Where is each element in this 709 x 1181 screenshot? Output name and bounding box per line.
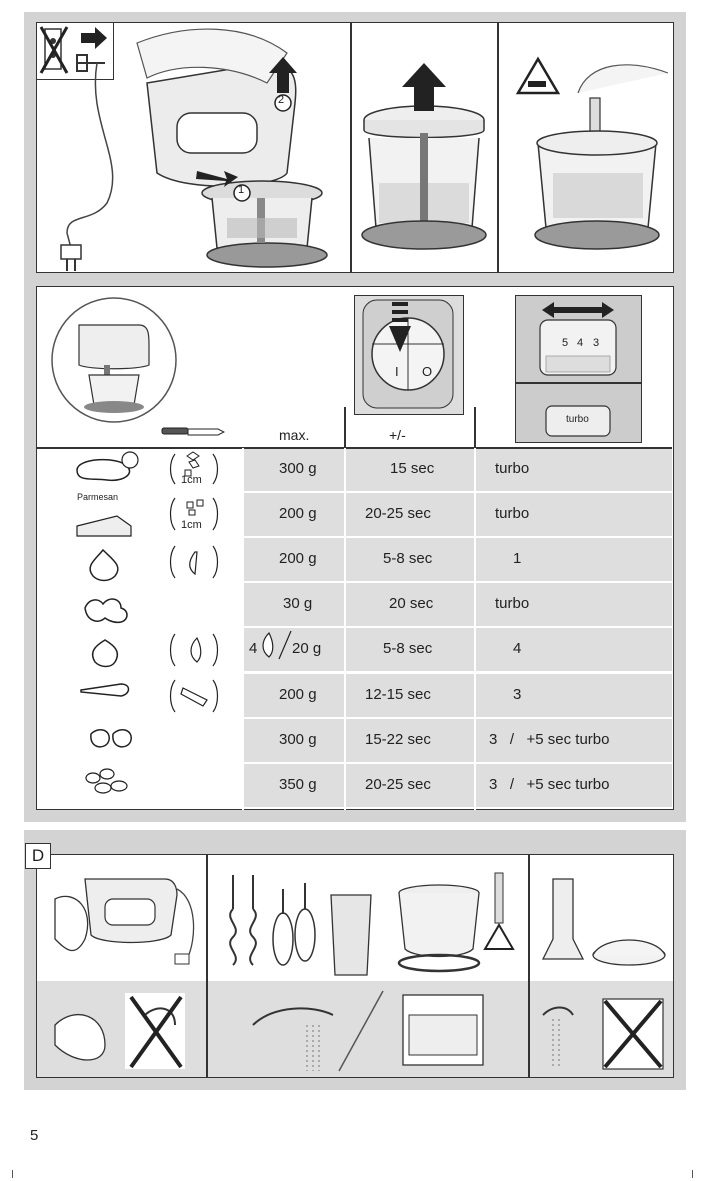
cube-size-label: 1cm: [181, 474, 202, 486]
parmesan-label: Parmesan: [77, 492, 119, 502]
almonds-icon: [86, 773, 100, 783]
mixer-assembly-illustration: [37, 23, 350, 274]
speed-dial-illustration: [515, 295, 642, 443]
nuts-icon: [91, 730, 131, 747]
shaft-lid-illustration: [533, 859, 673, 977]
cleaning-panel: [24, 830, 686, 1090]
quantity-cell: 300 g: [279, 460, 317, 477]
speed-cell: 3: [513, 686, 522, 703]
time-cell: 20-25 sec: [365, 505, 431, 522]
time-cell: 12-15 sec: [365, 686, 431, 703]
speed-cell: 4: [513, 640, 522, 657]
dial-label-5: 5: [562, 337, 569, 349]
time-cell: 20 sec: [389, 595, 434, 612]
quantity-cell: 200 g: [279, 505, 317, 522]
top-panel: [24, 12, 686, 284]
top-illustration-frame: [36, 22, 674, 273]
lid-removal-illustration: [351, 23, 497, 274]
wipe-motor-illustration: [45, 859, 203, 977]
section-label: D: [25, 843, 51, 869]
speed-cell: 3 / +5 sec turbo: [489, 731, 610, 748]
quantity-cell: 20 g: [292, 640, 322, 657]
header-quantity: max.: [279, 427, 310, 443]
wipe-no-water-icons: [45, 985, 203, 1075]
garlic-count: 4: [249, 640, 258, 657]
parmesan-icon: [77, 516, 131, 536]
switch-on-label: I: [395, 364, 399, 379]
rinse-or-dishwasher-icons: [213, 985, 523, 1075]
on-off-switch-illustration: [354, 295, 464, 415]
herbs-icon: [85, 599, 127, 622]
speed-cell: turbo: [495, 505, 530, 522]
dial-label-3: 3: [593, 337, 600, 349]
blade-removal-illustration: [498, 23, 675, 274]
onion-icon: [90, 550, 118, 581]
crop-mark: [12, 1170, 13, 1178]
speed-cell: 1: [513, 550, 522, 567]
time-cell: 20-25 sec: [365, 776, 431, 793]
mixer-chopper-illustration: [49, 295, 179, 425]
knife-icon: [161, 425, 225, 437]
time-cell: 15 sec: [390, 460, 435, 477]
time-cell: 5-8 sec: [383, 550, 433, 567]
cleaning-frame: [31, 846, 674, 1078]
turbo-button-label: turbo: [566, 414, 589, 425]
page-number: 5: [30, 1127, 39, 1144]
meat-icon: [77, 460, 130, 481]
time-cell: 15-22 sec: [365, 731, 431, 748]
quantity-cell: 30 g: [283, 595, 313, 612]
garlic-icon: [93, 640, 118, 667]
carrot-icon: [81, 684, 129, 696]
header-time: +/-: [389, 427, 406, 443]
recipe-table: [37, 448, 672, 810]
quantity-cell: 300 g: [279, 731, 317, 748]
dial-label-4: 4: [577, 337, 584, 349]
attachments-illustration: [213, 859, 523, 977]
shaft-rinse-no-dishwasher-icons: [533, 985, 673, 1075]
speed-cell: turbo: [495, 595, 530, 612]
time-cell: 5-8 sec: [383, 640, 433, 657]
switch-off-label: O: [422, 364, 433, 379]
speed-cell: turbo: [495, 460, 530, 477]
callout-2: 2: [278, 94, 285, 106]
processing-table-panel: [24, 276, 686, 822]
processing-table-frame: [36, 286, 674, 810]
cube-size-label: 1cm: [181, 519, 202, 531]
quantity-cell: 350 g: [279, 776, 317, 793]
quantity-cell: 200 g: [279, 550, 317, 567]
callout-1: 1: [238, 184, 245, 196]
quantity-cell: 200 g: [279, 686, 317, 703]
crop-mark: [692, 1170, 693, 1178]
food-icons-column: [37, 448, 242, 810]
speed-cell: 3 / +5 sec turbo: [489, 776, 610, 793]
